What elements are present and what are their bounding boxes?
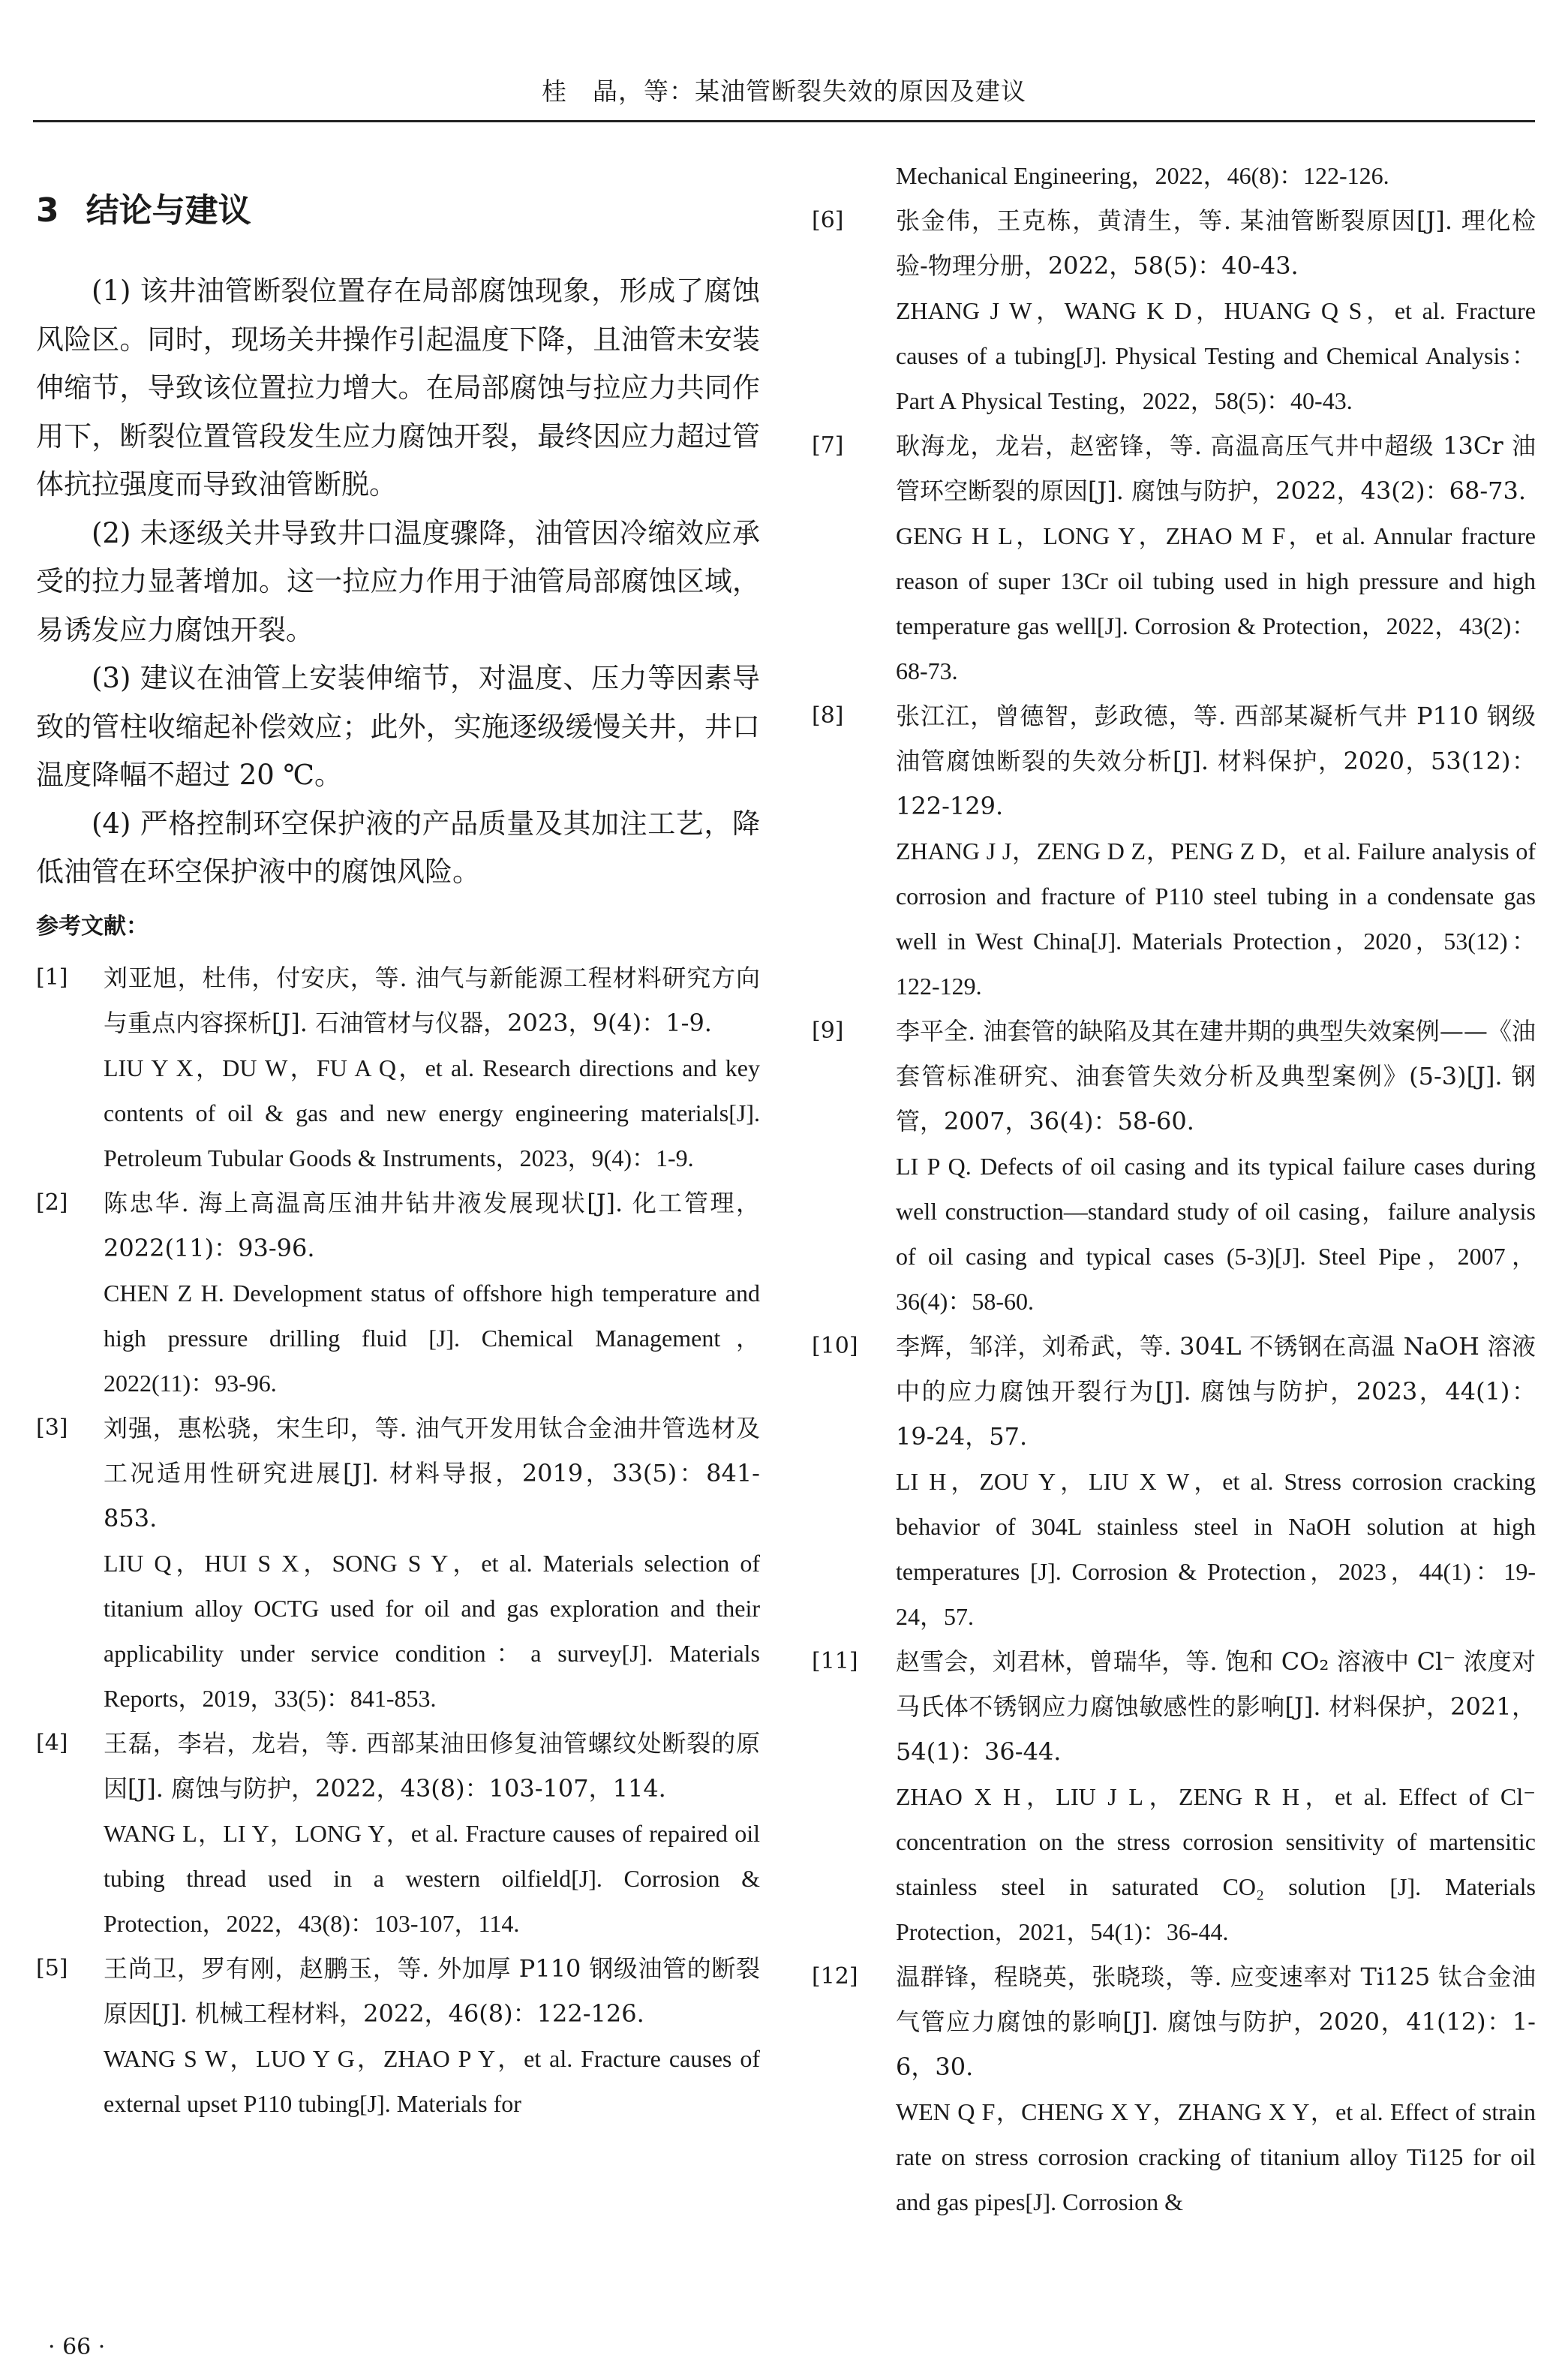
reference-en: CHEN Z H. Development status of offshore high temperature and high pressure drilling fluid [J]. Chemical Management，2022(11)：93-96.: [104, 1279, 760, 1397]
reference-cn: 李平全. 油套管的缺陷及其在建井期的典型失效案例——《油套管标准研究、油套管失效分析及典型案例》(5-3)[J]. 钢管，2007，36(4)：58-60.: [896, 1017, 1536, 1135]
reference-item: [812, 1009, 1536, 1324]
reference-item: [36, 955, 760, 1180]
reference-en: LI P Q. Defects of oil casing and its typical failure cases during well construction—standard study of oil casing，failure analysis of oil casing and typical cases (5-3)[J]. Steel Pipe，2007，36(4)：58-60.: [896, 1153, 1536, 1315]
reference-number: [10]: [812, 1333, 858, 1359]
reference-number: [1]: [36, 964, 68, 991]
section-number: 3: [36, 191, 59, 230]
reference-number: [5]: [36, 1954, 68, 1981]
left-column: [36, 150, 760, 2126]
reference-item: [812, 1954, 1536, 2224]
reference-cn: 赵雪会，刘君林，曾瑞华，等. 饱和 CO₂ 溶液中 Cl⁻ 浓度对马氏体不锈钢应力腐蚀敏感性的影响[J]. 材料保护，2021，54(1)：36-44.: [896, 1647, 1536, 1766]
reference-number: [7]: [812, 432, 844, 459]
running-header: 桂 晶，等：某油管断裂失效的原因及建议: [542, 77, 1026, 106]
reference-en: LI H，ZOU Y，LIU X W，et al. Stress corrosion cracking behavior of 304L stainless steel in NaOH solution at high temperatures [J]. Corrosion & Protection，2023，44(1)：19-24，57.: [896, 1468, 1536, 1630]
references-heading: 参考文献：: [36, 913, 149, 940]
reference-cn: 王磊，李岩，龙岩，等. 西部某油田修复油管螺纹处断裂的原因[J]. 腐蚀与防护，2022，43(8)：103-107，114.: [104, 1728, 760, 1803]
paragraph-3: (3) 建议在油管上安装伸缩节，对温度、压力等因素导致的管柱收缩起补偿效应；此外，实施逐级缓慢关井，井口温度降幅不超过 20 ℃。: [36, 662, 760, 791]
reference-number: [9]: [812, 1018, 844, 1044]
reference-en: GENG H L，LONG Y，ZHAO M F，et al. Annular fracture reason of super 13Cr oil tubing used in high pressure and high temperature gas well[J]. Corrosion & Protection，2022，43(2)：68-73.: [896, 522, 1536, 684]
paragraph-2: (2) 未逐级关井导致井口温度骤降，油管因冷缩效应承受的拉力显著增加。这一拉应力作用于油管局部腐蚀区域，易诱发应力腐蚀开裂。: [36, 516, 760, 646]
reference-item: [812, 198, 1536, 423]
reference-list-right: [812, 198, 1536, 2224]
reference-cn: 温群锋，程晓英，张晓琰，等. 应变速率对 Ti125 钛合金油气管应力腐蚀的影响[J]. 腐蚀与防护，2020，41(12)：1-6，30.: [896, 1962, 1536, 2081]
reference-number: [2]: [36, 1189, 68, 1216]
reference-item: [812, 423, 1536, 693]
reference-item: [812, 693, 1536, 1009]
reference-number: [6]: [812, 207, 844, 233]
reference-cn: 刘强，惠松骁，宋生印，等. 油气开发用钛合金油井管选材及工况适用性研究进展[J]. 材料导报，2019，33(5)：841-853.: [104, 1413, 760, 1532]
section-heading: [36, 183, 760, 231]
header-rule: [33, 120, 1535, 122]
reference-item: [812, 1324, 1536, 1639]
paragraph-1: (1) 该井油管断裂位置存在局部腐蚀现象，形成了腐蚀风险区。同时，现场关井操作引起温度下降，且油管未安装伸缩节，导致该位置拉力增大。在局部腐蚀与拉应力共同作用下，断裂位置管段发生应力腐蚀开裂，最终因应力超过管体抗拉强度而导致油管断脱。: [36, 275, 760, 501]
reference-item: [36, 1180, 760, 1406]
reference-cn: 王尚卫，罗有刚，赵鹏玉，等. 外加厚 P110 钢级油管的断裂原因[J]. 机械工程材料，2022，46(8)：122-126.: [104, 1953, 760, 2028]
reference-cn: 张江江，曾德智，彭政德，等. 西部某凝析气井 P110 钢级油管腐蚀断裂的失效分析[J]. 材料保护，2020，53(12)：122-129.: [896, 702, 1536, 820]
reference-en: LIU Y X，DU W，FU A Q，et al. Research directions and key contents of oil & gas and new energy engineering materials[J]. Petroleum Tubular Goods & Instruments，2023，9(4)：1-9.: [104, 1054, 760, 1171]
page-number: · 66 ·: [48, 2334, 106, 2360]
reference-en: WANG S W，LUO Y G，ZHAO P Y，et al. Fracture causes of external upset P110 tubing[J]. Materials for: [104, 2044, 760, 2117]
reference-en: ZHAO X H，LIU J L，ZENG R H，et al. Effect of Cl⁻ concentration on the stress corrosion sensitivity of martensitic stainless steel in saturated CO₂ solution [J]. Materials Protection，2021，54(1)：36-44.: [896, 1783, 1536, 1945]
right-column: [812, 153, 1536, 2224]
reference-item: [36, 1721, 760, 1946]
reference-item: [36, 1946, 760, 2126]
paragraph-4: (4) 严格控制环空保护液的产品质量及其加注工艺，降低油管在环空保护液中的腐蚀风险。: [36, 807, 760, 888]
reference-en: LIU Q，HUI S X，SONG S Y，et al. Materials selection of titanium alloy OCTG used for oil and gas exploration and their applicability under service condition：a survey[J]. Materials Reports，2019，33(5)：841-853.: [104, 1549, 760, 1712]
reference-item: [36, 1406, 760, 1721]
reference-cn: 耿海龙，龙岩，赵密锋，等. 高温高压气井中超级 13Cr 油管环空断裂的原因[J]. 腐蚀与防护，2022，43(2)：68-73.: [896, 432, 1536, 505]
reference-cn: 李辉，邹洋，刘希武，等. 304L 不锈钢在高温 NaOH 溶液中的应力腐蚀开裂行为[J]. 腐蚀与防护，2023，44(1)：19-24，57.: [896, 1332, 1536, 1451]
reference-list-left: [36, 955, 760, 2126]
reference-continued: Mechanical Engineering，2022，46(8)：122-126.: [896, 162, 1389, 189]
reference-cn: 张金伟，王克栋，黄清生，等. 某油管断裂原因[J]. 理化检验-物理分册，2022，58(5)：40-43.: [896, 206, 1536, 280]
reference-en: ZHANG J J，ZENG D Z，PENG Z D，et al. Failure analysis of corrosion and fracture of P110 steel tubing in a condensate gas well in West China[J]. Materials Protection，2020，53(12)：122-129.: [896, 838, 1536, 1000]
reference-cn: 刘亚旭，杜伟，付安庆，等. 油气与新能源工程材料研究方向与重点内容探析[J]. 石油管材与仪器，2023，9(4)：1-9.: [104, 963, 760, 1037]
reference-number: [3]: [36, 1414, 68, 1441]
reference-number: [4]: [36, 1729, 68, 1756]
section-title: 结论与建议: [86, 191, 251, 230]
reference-number: [8]: [812, 702, 844, 729]
reference-item: [812, 1639, 1536, 1954]
reference-en: WEN Q F，CHENG X Y，ZHANG X Y，et al. Effect of strain rate on stress corrosion cracking of titanium alloy Ti125 for oil and gas pipes[J]. Corrosion &: [896, 2098, 1536, 2215]
reference-number: [11]: [812, 1648, 858, 1674]
reference-en: WANG L，LI Y，LONG Y，et al. Fracture causes of repaired oil tubing thread used in a western oilfield[J]. Corrosion & Protection，2022，43(8)：103-107，114.: [104, 1819, 760, 1937]
reference-en: ZHANG J W，WANG K D，HUANG Q S，et al. Fracture causes of a tubing[J]. Physical Testing and Chemical Analysis：Part A Physical Testing，2022，58(5)：40-43.: [896, 297, 1536, 414]
reference-number: [12]: [812, 1963, 858, 1990]
reference-cn: 陈忠华. 海上高温高压油井钻井液发展现状[J]. 化工管理，2022(11)：93-96.: [104, 1188, 760, 1262]
